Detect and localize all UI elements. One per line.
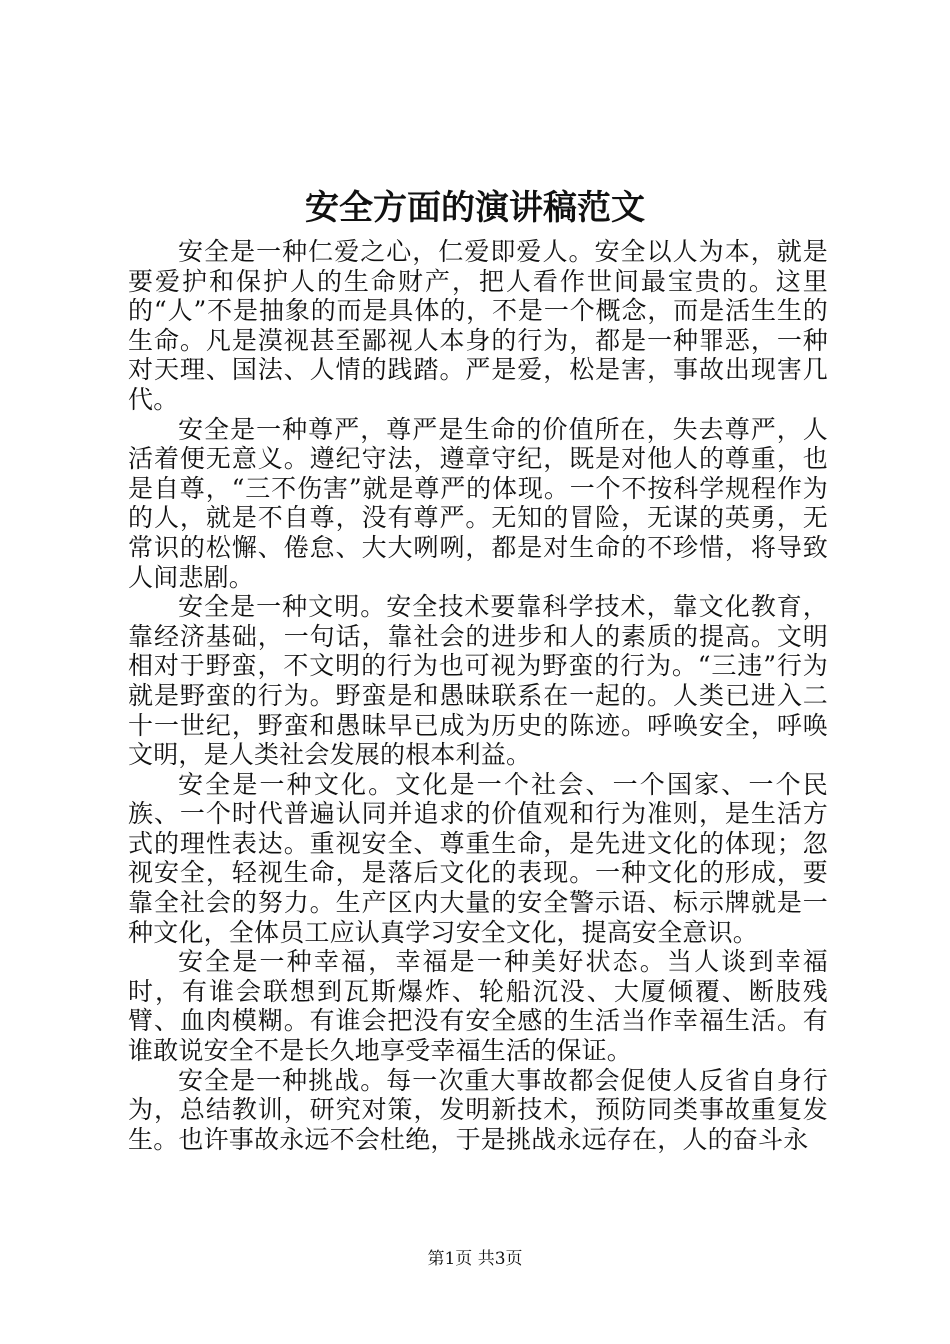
document-title: 安全方面的演讲稿范文 bbox=[305, 188, 645, 228]
page-number-footer: 第1页 共3页 bbox=[427, 1249, 523, 1269]
paragraph: 安全是一种幸福，幸福是一种美好状态。当人谈到幸福时，有谁会联想到瓦斯爆炸、轮船沉没、大厦倾覆、断肢残臂、血肉模糊。有谁会把没有安全感的生活当作幸福生活。有谁敢说安全不是长久地享受幸福生活的保证。 bbox=[128, 947, 828, 1066]
paragraph: 安全是一种挑战。每一次重大事故都会促使人反省自身行为，总结教训，研究对策，发明新技术，预防同类事故重复发生。也许事故永远不会杜绝，于是挑战永远存在，人的奋斗永 bbox=[128, 1065, 828, 1154]
paragraph: 安全是一种仁爱之心，仁爱即爱人。安全以人为本，就是要爱护和保护人的生命财产，把人看作世间最宝贵的。这里的“人”不是抽象的而是具体的，不是一个概念，而是活生生的生命。凡是漠视甚至鄙视人本身的行为，都是一种罪恶，一种对天理、国法、人情的践踏。严是爱，松是害，事故出现害几代。 bbox=[128, 237, 828, 414]
paragraph: 安全是一种文化。文化是一个社会、一个国家、一个民族、一个时代普遍认同并追求的价值观和行为准则，是生活方式的理性表达。重视安全、尊重生命，是先进文化的体现；忽视安全，轻视生命，是落后文化的表现。一种文化的形成，要靠全社会的努力。生产区内大量的安全警示语、标示牌就是一种文化，全体员工应认真学习安全文化，提高安全意识。 bbox=[128, 769, 828, 947]
paragraph: 安全是一种文明。安全技术要靠科学技术，靠文化教育，靠经济基础，一句话，靠社会的进步和人的素质的提高。文明相对于野蛮，不文明的行为也可视为野蛮的行为。“三违”行为就是野蛮的行为。野蛮是和愚昧联系在一起的。人类已进入二十一世纪，野蛮和愚昧早已成为历史的陈迹。呼唤安全，呼唤文明，是人类社会发展的根本利益。 bbox=[128, 592, 828, 770]
document-body bbox=[128, 237, 828, 1154]
paragraph: 安全是一种尊严，尊严是生命的价值所在，失去尊严，人活着便无意义。遵纪守法，遵章守纪，既是对他人的尊重，也是自尊，“三不伤害”就是尊严的体现。一个不按科学规程作为的人，就是不自尊，没有尊严。无知的冒险，无谋的英勇，无常识的松懈、倦怠、大大咧咧，都是对生命的不珍惜，将导致人间悲剧。 bbox=[128, 414, 828, 592]
